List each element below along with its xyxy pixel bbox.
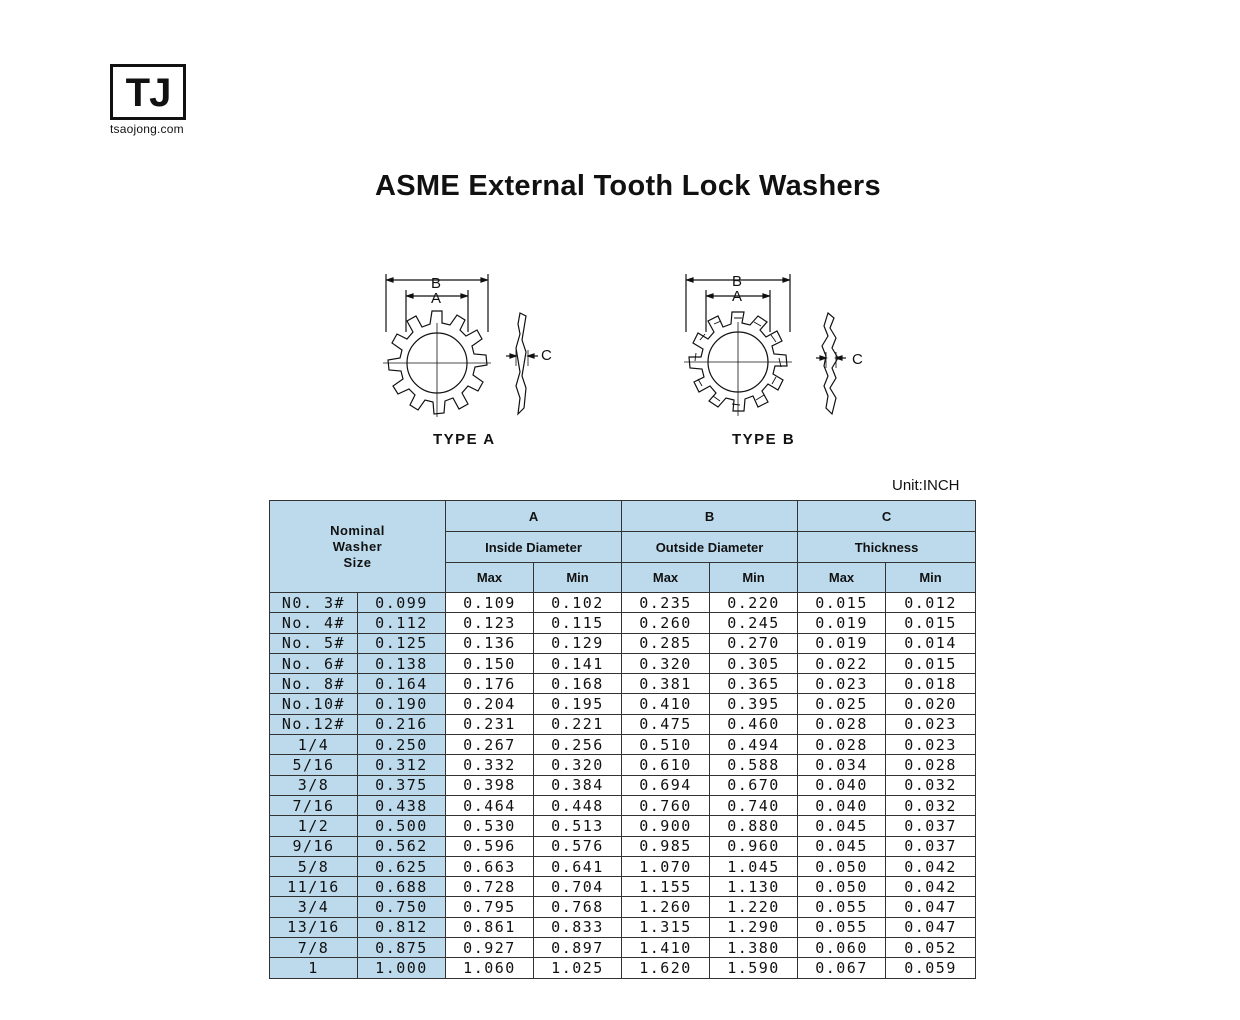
a-min-cell: 0.221: [534, 714, 622, 734]
a-min-cell: 0.256: [534, 735, 622, 755]
size-cell: No.12#: [270, 714, 358, 734]
b-min-cell: 0.740: [710, 795, 798, 815]
a-min-cell: 0.641: [534, 856, 622, 876]
b-min-cell: 1.590: [710, 958, 798, 978]
c-max-cell: 0.055: [798, 897, 886, 917]
table-body: [270, 593, 976, 979]
type-a-label: TYPE A: [433, 431, 496, 448]
header-group-c: C: [798, 501, 976, 532]
header-a-max: Max: [446, 563, 534, 593]
a-max-cell: 0.231: [446, 714, 534, 734]
decimal-cell: 0.812: [358, 917, 446, 937]
washer-dimensions-table: [269, 500, 976, 979]
b-max-cell: 0.694: [622, 775, 710, 795]
table-row: [270, 816, 976, 836]
decimal-cell: 0.875: [358, 938, 446, 958]
b-min-cell: 0.460: [710, 714, 798, 734]
a-min-cell: 1.025: [534, 958, 622, 978]
b-min-cell: 0.670: [710, 775, 798, 795]
c-min-cell: 0.059: [886, 958, 976, 978]
decimal-cell: 0.500: [358, 816, 446, 836]
b-min-cell: 1.380: [710, 938, 798, 958]
size-cell: 1/2: [270, 816, 358, 836]
decimal-cell: 1.000: [358, 958, 446, 978]
table-row: [270, 775, 976, 795]
a-min-cell: 0.320: [534, 755, 622, 775]
b-max-cell: 1.315: [622, 917, 710, 937]
table-row: [270, 958, 976, 978]
header-c-min: Min: [886, 563, 976, 593]
b-min-cell: 0.270: [710, 633, 798, 653]
b-max-cell: 0.285: [622, 633, 710, 653]
c-min-cell: 0.014: [886, 633, 976, 653]
c-max-cell: 0.028: [798, 714, 886, 734]
a-max-cell: 0.109: [446, 593, 534, 613]
a-min-cell: 0.576: [534, 836, 622, 856]
b-max-cell: 0.900: [622, 816, 710, 836]
dim-c-label: C: [541, 347, 552, 364]
header-b-max: Max: [622, 563, 710, 593]
a-max-cell: 0.728: [446, 877, 534, 897]
size-cell: 5/16: [270, 755, 358, 775]
a-max-cell: 0.123: [446, 613, 534, 633]
logo-letters: TJ: [125, 71, 171, 115]
a-max-cell: 0.596: [446, 836, 534, 856]
washer-type-a-drawing: [370, 268, 570, 428]
a-max-cell: 0.795: [446, 897, 534, 917]
a-min-cell: 0.168: [534, 674, 622, 694]
a-max-cell: 0.530: [446, 816, 534, 836]
size-cell: 1: [270, 958, 358, 978]
decimal-cell: 0.125: [358, 633, 446, 653]
page-title: ASME External Tooth Lock Washers: [375, 170, 881, 202]
c-max-cell: 0.025: [798, 694, 886, 714]
header-c-max: Max: [798, 563, 886, 593]
c-min-cell: 0.042: [886, 856, 976, 876]
a-min-cell: 0.129: [534, 633, 622, 653]
a-min-cell: 0.141: [534, 653, 622, 673]
c-max-cell: 0.045: [798, 836, 886, 856]
b-min-cell: 0.960: [710, 836, 798, 856]
b-max-cell: 0.260: [622, 613, 710, 633]
b-max-cell: 0.985: [622, 836, 710, 856]
c-max-cell: 0.019: [798, 633, 886, 653]
size-cell: 5/8: [270, 856, 358, 876]
decimal-cell: 0.138: [358, 653, 446, 673]
a-max-cell: 0.176: [446, 674, 534, 694]
table-row: [270, 897, 976, 917]
table-row: [270, 735, 976, 755]
b-min-cell: 0.880: [710, 816, 798, 836]
dim-c-label: C: [852, 351, 863, 368]
table-row: [270, 877, 976, 897]
a-max-cell: 0.204: [446, 694, 534, 714]
a-min-cell: 0.897: [534, 938, 622, 958]
b-min-cell: 0.220: [710, 593, 798, 613]
header-thickness: Thickness: [798, 532, 976, 563]
dim-a-label: A: [732, 288, 743, 305]
washer-type-b-drawing: [670, 268, 880, 428]
b-min-cell: 0.588: [710, 755, 798, 775]
c-max-cell: 0.015: [798, 593, 886, 613]
size-cell: 9/16: [270, 836, 358, 856]
c-min-cell: 0.023: [886, 735, 976, 755]
a-min-cell: 0.195: [534, 694, 622, 714]
b-min-cell: 1.045: [710, 856, 798, 876]
logo-mark: [110, 64, 186, 120]
c-max-cell: 0.028: [798, 735, 886, 755]
decimal-cell: 0.375: [358, 775, 446, 795]
a-max-cell: 0.136: [446, 633, 534, 653]
c-max-cell: 0.040: [798, 775, 886, 795]
size-cell: No. 6#: [270, 653, 358, 673]
a-min-cell: 0.102: [534, 593, 622, 613]
b-min-cell: 0.494: [710, 735, 798, 755]
type-b-label: TYPE B: [732, 431, 796, 448]
c-min-cell: 0.047: [886, 897, 976, 917]
b-max-cell: 0.410: [622, 694, 710, 714]
c-max-cell: 0.067: [798, 958, 886, 978]
b-max-cell: 1.070: [622, 856, 710, 876]
a-max-cell: 0.861: [446, 917, 534, 937]
a-min-cell: 0.704: [534, 877, 622, 897]
c-min-cell: 0.028: [886, 755, 976, 775]
b-max-cell: 1.410: [622, 938, 710, 958]
dim-b-label: B: [431, 275, 442, 292]
b-max-cell: 0.760: [622, 795, 710, 815]
a-min-cell: 0.448: [534, 795, 622, 815]
a-min-cell: 0.513: [534, 816, 622, 836]
decimal-cell: 0.112: [358, 613, 446, 633]
header-nominal-size: Nominal Washer Size: [270, 501, 446, 593]
c-min-cell: 0.037: [886, 816, 976, 836]
b-min-cell: 0.395: [710, 694, 798, 714]
size-cell: 11/16: [270, 877, 358, 897]
size-cell: N0. 3#: [270, 593, 358, 613]
a-min-cell: 0.115: [534, 613, 622, 633]
decimal-cell: 0.625: [358, 856, 446, 876]
decimal-cell: 0.688: [358, 877, 446, 897]
table-row: [270, 674, 976, 694]
c-min-cell: 0.020: [886, 694, 976, 714]
c-max-cell: 0.023: [798, 674, 886, 694]
size-cell: No. 5#: [270, 633, 358, 653]
decimal-cell: 0.164: [358, 674, 446, 694]
b-max-cell: 0.320: [622, 653, 710, 673]
c-max-cell: 0.019: [798, 613, 886, 633]
c-max-cell: 0.040: [798, 795, 886, 815]
a-max-cell: 0.927: [446, 938, 534, 958]
b-max-cell: 1.260: [622, 897, 710, 917]
a-max-cell: 0.398: [446, 775, 534, 795]
header-b-min: Min: [710, 563, 798, 593]
table-row: [270, 633, 976, 653]
a-min-cell: 0.768: [534, 897, 622, 917]
c-min-cell: 0.023: [886, 714, 976, 734]
table-row: [270, 856, 976, 876]
c-max-cell: 0.034: [798, 755, 886, 775]
a-max-cell: 1.060: [446, 958, 534, 978]
b-min-cell: 1.290: [710, 917, 798, 937]
a-max-cell: 0.267: [446, 735, 534, 755]
c-min-cell: 0.032: [886, 775, 976, 795]
size-cell: 1/4: [270, 735, 358, 755]
c-max-cell: 0.050: [798, 856, 886, 876]
table-row: [270, 613, 976, 633]
logo-url: tsaojong.com: [110, 122, 184, 136]
header-group-a: A: [446, 501, 622, 532]
table-row: [270, 938, 976, 958]
decimal-cell: 0.250: [358, 735, 446, 755]
c-min-cell: 0.052: [886, 938, 976, 958]
b-max-cell: 0.610: [622, 755, 710, 775]
c-min-cell: 0.012: [886, 593, 976, 613]
b-min-cell: 1.220: [710, 897, 798, 917]
c-min-cell: 0.047: [886, 917, 976, 937]
c-min-cell: 0.015: [886, 613, 976, 633]
figure-type-a: [370, 268, 570, 448]
dim-a-label: A: [431, 290, 442, 307]
b-max-cell: 1.155: [622, 877, 710, 897]
decimal-cell: 0.216: [358, 714, 446, 734]
decimal-cell: 0.099: [358, 593, 446, 613]
c-min-cell: 0.037: [886, 836, 976, 856]
b-min-cell: 1.130: [710, 877, 798, 897]
decimal-cell: 0.438: [358, 795, 446, 815]
size-cell: 7/16: [270, 795, 358, 815]
header-a-min: Min: [534, 563, 622, 593]
decimal-cell: 0.750: [358, 897, 446, 917]
table-row: [270, 917, 976, 937]
size-cell: 3/4: [270, 897, 358, 917]
c-min-cell: 0.042: [886, 877, 976, 897]
c-max-cell: 0.055: [798, 917, 886, 937]
b-max-cell: 0.235: [622, 593, 710, 613]
a-max-cell: 0.663: [446, 856, 534, 876]
b-min-cell: 0.365: [710, 674, 798, 694]
c-min-cell: 0.015: [886, 653, 976, 673]
size-cell: 13/16: [270, 917, 358, 937]
size-cell: No. 8#: [270, 674, 358, 694]
table-row: [270, 836, 976, 856]
decimal-cell: 0.312: [358, 755, 446, 775]
size-cell: 3/8: [270, 775, 358, 795]
a-max-cell: 0.150: [446, 653, 534, 673]
c-max-cell: 0.022: [798, 653, 886, 673]
c-max-cell: 0.045: [798, 816, 886, 836]
size-cell: No. 4#: [270, 613, 358, 633]
table-row: [270, 694, 976, 714]
unit-label: Unit:INCH: [892, 477, 960, 494]
size-cell: 7/8: [270, 938, 358, 958]
c-min-cell: 0.018: [886, 674, 976, 694]
c-max-cell: 0.050: [798, 877, 886, 897]
dim-b-label: B: [732, 273, 743, 290]
b-min-cell: 0.245: [710, 613, 798, 633]
a-max-cell: 0.464: [446, 795, 534, 815]
decimal-cell: 0.190: [358, 694, 446, 714]
b-max-cell: 0.475: [622, 714, 710, 734]
company-logo: [110, 64, 192, 136]
c-max-cell: 0.060: [798, 938, 886, 958]
b-max-cell: 0.510: [622, 735, 710, 755]
table-row: [270, 714, 976, 734]
decimal-cell: 0.562: [358, 836, 446, 856]
header-inside-diameter: Inside Diameter: [446, 532, 622, 563]
b-max-cell: 1.620: [622, 958, 710, 978]
table-row: [270, 795, 976, 815]
table-row: [270, 653, 976, 673]
a-min-cell: 0.833: [534, 917, 622, 937]
table-row: [270, 755, 976, 775]
figure-type-b: [670, 268, 880, 448]
header-group-b: B: [622, 501, 798, 532]
header-outside-diameter: Outside Diameter: [622, 532, 798, 563]
table-row: [270, 593, 976, 613]
c-min-cell: 0.032: [886, 795, 976, 815]
a-max-cell: 0.332: [446, 755, 534, 775]
a-min-cell: 0.384: [534, 775, 622, 795]
b-max-cell: 0.381: [622, 674, 710, 694]
b-min-cell: 0.305: [710, 653, 798, 673]
size-cell: No.10#: [270, 694, 358, 714]
